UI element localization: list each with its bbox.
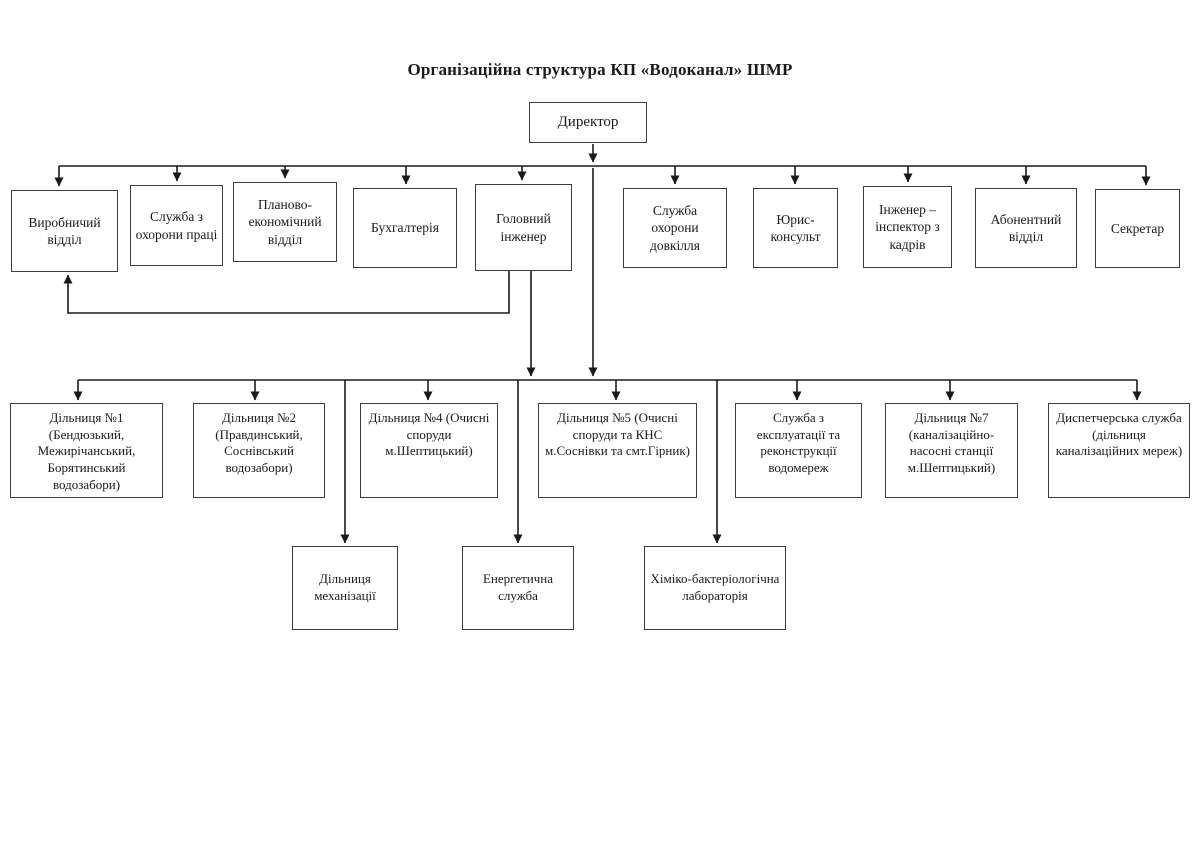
- node-director: Директор: [529, 102, 647, 143]
- node-district-7: Дільниця №7 (каналізаційно-насосні станції м.Шептицький): [885, 403, 1018, 498]
- node-labor-safety-service: Служба з охорони праці: [130, 185, 223, 266]
- node-planning-economic-dept: Планово-економічний відділ: [233, 182, 337, 262]
- node-environment-protection-service: Служба охорони довкілля: [623, 188, 727, 268]
- node-energy-service: Енергетична служба: [462, 546, 574, 630]
- node-production-dept: Виробничий відділ: [11, 190, 118, 272]
- node-water-network-service: Служба з експлуатації та реконструкції водомереж: [735, 403, 862, 498]
- node-mechanization-district: Дільниця механізації: [292, 546, 398, 630]
- node-dispatch-service: Диспетчерська служба (дільниця каналізаційних мереж): [1048, 403, 1190, 498]
- node-chief-engineer: Головний інженер: [475, 184, 572, 271]
- node-legal-counsel: Юрис-консульт: [753, 188, 838, 268]
- node-accounting: Бухгалтерія: [353, 188, 457, 268]
- connector-chief-engineer-to-production: [68, 271, 509, 313]
- node-district-1: Дільниця №1 (Бендюзький, Межирічанський, Борятинський водозабори): [10, 403, 163, 498]
- node-subscriber-dept: Абонентний відділ: [975, 188, 1077, 268]
- node-chem-bacteriological-lab: Хіміко-бактеріологічна лабораторія: [644, 546, 786, 630]
- node-secretary: Секретар: [1095, 189, 1180, 268]
- node-district-4: Дільниця №4 (Очисні споруди м.Шептицький): [360, 403, 498, 498]
- node-district-2: Дільниця №2 (Правдинський, Соснівський водозабори): [193, 403, 325, 498]
- node-district-5: Дільниця №5 (Очисні споруди та КНС м.Соснівки та смт.Гірник): [538, 403, 697, 498]
- node-hr-inspector-engineer: Інженер – інспектор з кадрів: [863, 186, 952, 268]
- org-chart-title: Організаційна структура КП «Водоканал» ШМР: [407, 60, 793, 79]
